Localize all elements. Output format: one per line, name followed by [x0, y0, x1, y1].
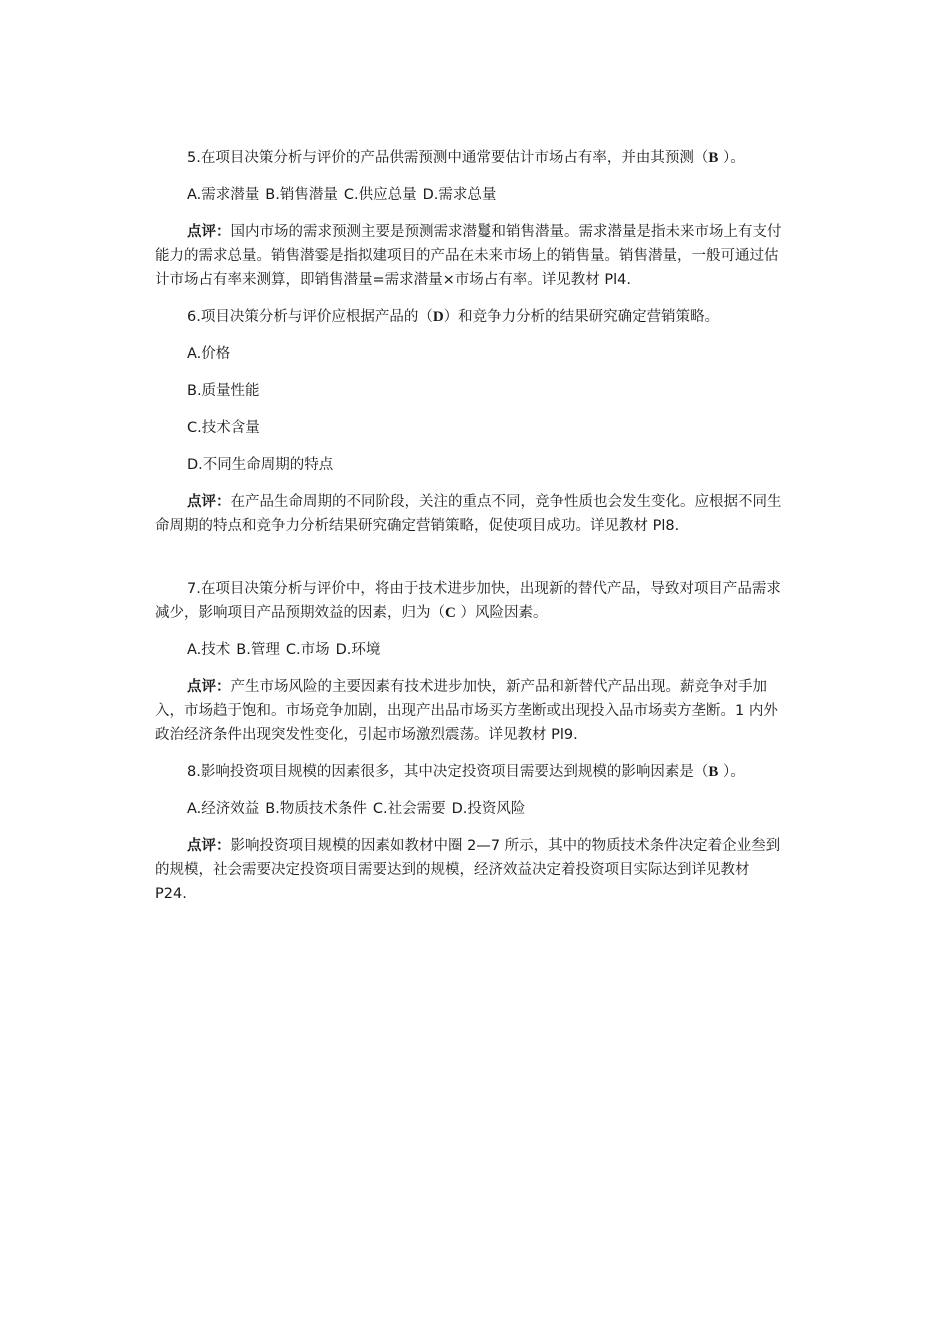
option: C.供应总量 [343, 187, 417, 203]
question-8-stem: 8.影响投资项目规模的因素很多，其中决定投资项目需要达到规模的影响因素是（B ）。 [187, 764, 745, 780]
question-7-comment: 点评：产生市场风险的主要因素有技术进步加快，新产品和新替代产品出现。薪竞争对手加入，市场趋于饱和。市场竞争加剧，出现产出品市场买方垄断或出现投入品市场卖方垄断。1 内外政治经济条件出现突发性变化，引起市场激烈震荡。详见教材 Pl9. [155, 679, 778, 743]
question-7-stem: 7.在项目决策分析与评价中，将由于技术进步加快，出现新的替代产品，导致对项目产品需求减少，影响项目产品预期效益的因素，归为（C ）风险因素。 [155, 581, 781, 621]
comment-label: 点评： [187, 224, 231, 240]
option: D.环境 [335, 642, 381, 658]
option: B.管理 [236, 642, 280, 658]
option: B.销售潜量 [265, 187, 338, 203]
option: B.物质技术条件 [265, 801, 367, 817]
question-8-answer: B [708, 764, 719, 780]
question-8-options [155, 797, 785, 821]
question-7-options [155, 638, 785, 662]
option: D.投资风险 [451, 801, 526, 817]
question-6-option-c: C.技术含量 [187, 420, 260, 436]
question-5-answer: B [708, 150, 719, 166]
option: C.社会需要 [372, 801, 446, 817]
question-8-comment: 点评：影响投资项目规模的因素如教材中圈 2—7 所示，其中的物质技术条件决定着企业叁到的规模，社会需要决定投资项目需要达到的规模，经济效益决定着投资项目实际达到详见教材 P24. [155, 838, 781, 902]
question-6-option-b: B.质量性能 [187, 383, 260, 399]
comment-label: 点评： [187, 838, 231, 854]
option: C.市场 [285, 642, 330, 658]
option: D.需求总量 [422, 187, 497, 203]
question-6-stem: 6.项目决策分析与评价应根据产品的（D）和竞争力分析的结果研究确定营销策略。 [187, 309, 720, 325]
option: A.需求潜量 [187, 187, 260, 203]
question-6-option-a: A.价格 [187, 346, 231, 362]
option: A.经济效益 [187, 801, 260, 817]
comment-label: 点评： [187, 494, 231, 510]
question-5-stem: 5.在项目决策分析与评价的产品供需预测中通常要估计市场占有率，并由其预测（B ）。 [187, 150, 745, 166]
question-6-option-d: D.不同生命周期的特点 [187, 457, 334, 473]
question-6-comment: 点评：在产品生命周期的不同阶段，关注的重点不同，竞争性质也会发生变化。应根据不同生命周期的特点和竞争力分析结果研究确定营销策略，促使项目成功。详见教材 Pl8. [155, 494, 782, 534]
question-6-answer: D [432, 309, 444, 325]
comment-label: 点评： [187, 679, 231, 695]
question-7-answer: C [445, 605, 456, 621]
question-5-comment: 点评：国内市场的需求预测主要是预测需求潜鬘和销售潜量。需求潜量是指未来市场上有支付能力的需求总量。销售潜霎是指拟建项目的产品在未来市场上的销售量。销售潜量，一般可通过估计市场占有率来测算，即销售潜量=需求潜量×市场占有率。详见教材 Pl4. [155, 224, 782, 288]
option: A.技术 [187, 642, 231, 658]
question-5-options [155, 183, 785, 207]
document-content [155, 146, 785, 906]
